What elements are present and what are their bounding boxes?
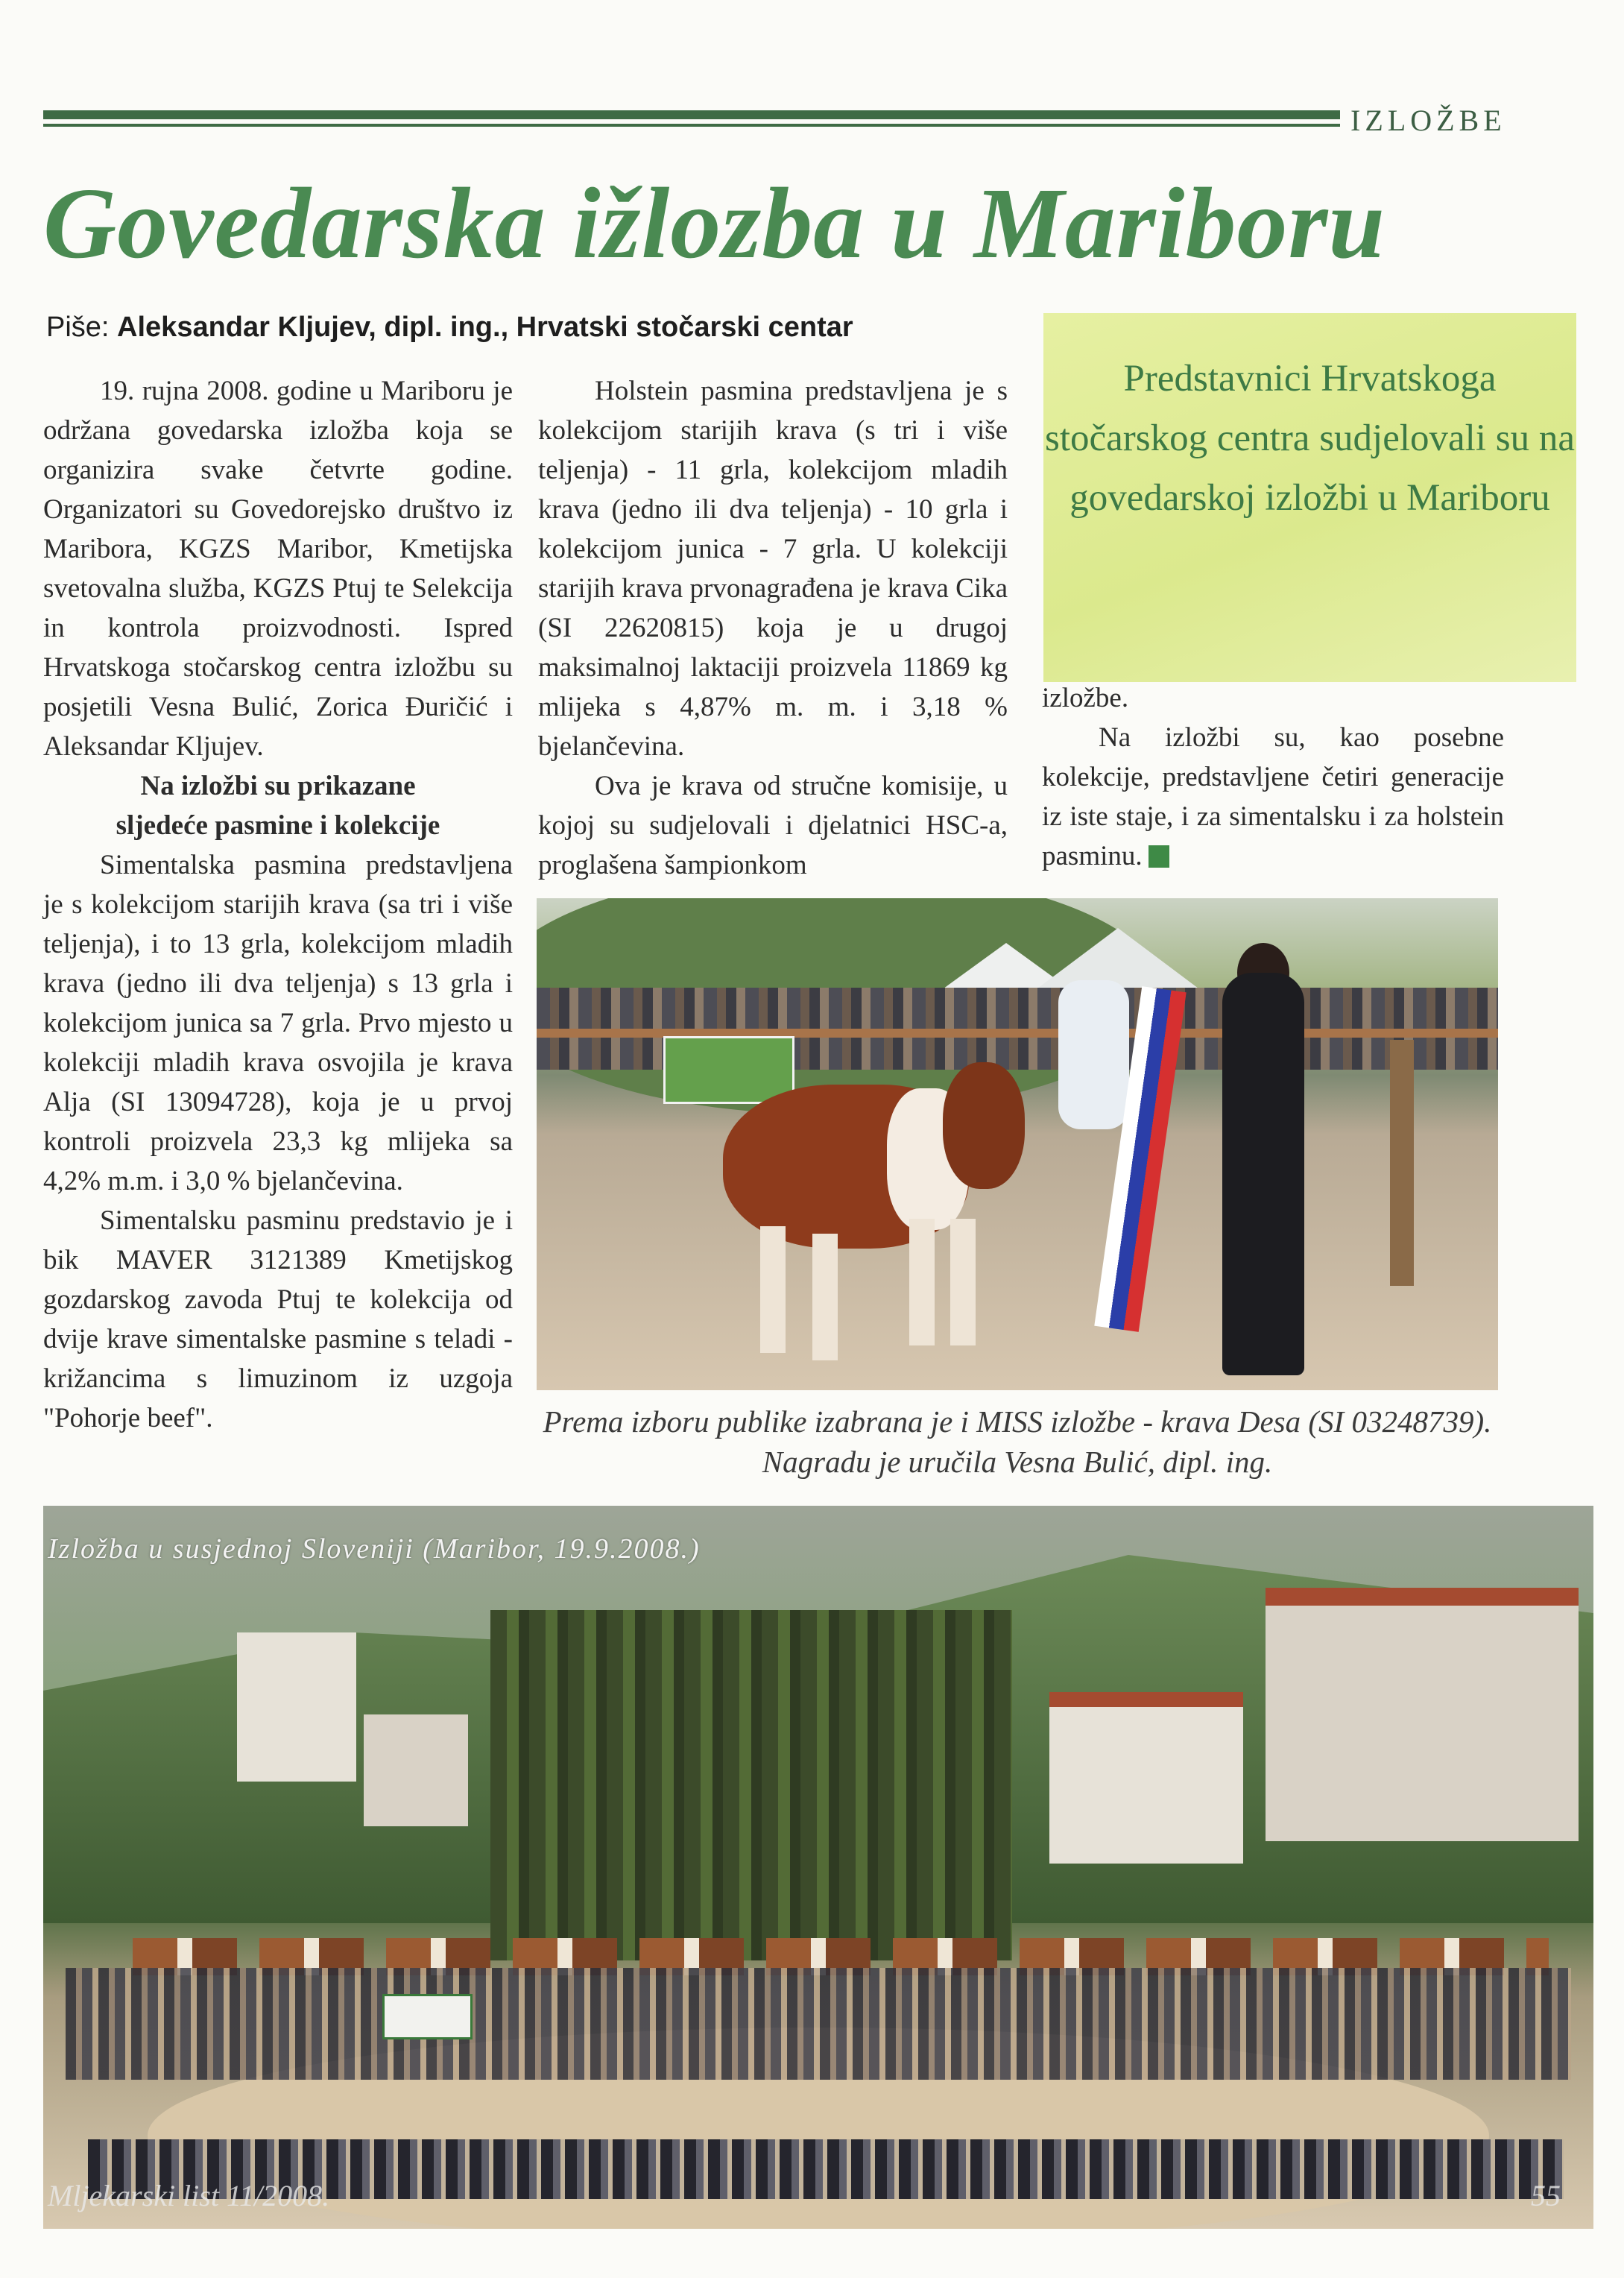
end-of-article-mark — [1149, 845, 1169, 868]
header-rule — [43, 110, 1340, 133]
photo-cow-award — [537, 898, 1498, 1390]
paragraph-holstein: Holstein pasmina predstavljena je s kolekcijom starijih krava (s tri i više teljenja) - 11 grla, kolekcijom mladih krava (jedno ili dva teljenja) - 10 grla i kolekcijom junica - 7 grla. U kolekciji starijih krava prvonagrađena je krava Cika (SI 22620815) koja je u drugoj maksimalnoj laktaciji proizvela 11869 kg mlijeka s 4,87% m. m. i 3,18 % bjelančevina. — [538, 376, 1008, 762]
pull-quote-text: Predstavnici Hrvatskoga stočarskog centra sudjelovali su na govedarskoj izložbi u Mariboru — [1045, 358, 1575, 519]
section-label: IZLOŽBE — [1350, 104, 1506, 137]
article-column-3 — [1042, 678, 1504, 876]
journal-footer: Mljekarski list 11/2008. — [48, 2179, 330, 2212]
subheading-line-1: Na izložbi su prikazane — [140, 771, 416, 801]
paragraph-intro: 19. rujna 2008. godine u Mariboru je održana govedarska izložba koja se organizira svake četvrte godine. Organizatori su Govedorejsko društvo iz Maribora, KGZS Maribor, Kmetijska svetovalna služba, KGZS Ptuj te Selekcija in kontrola proizvodnosti. Ispred Hrvatskoga stočarskog centra izložbu su posjetili Vesna Bulić, Zorica Đuričić i Aleksandar Kljujev. — [43, 376, 513, 762]
paragraph-simental: Simentalska pasmina predstavljena je s kolekcijom starijih krava (sa tri i više teljenja), i to 13 grla, kolekcijom mladih krava (jedno ili dva teljenja) s 13 grla i kolekcijom junica sa 7 grla. Prvo mjesto u kolekciji mladih krava osvojila je krava Alja (SI 13094728), koja je u prvoj kontroli proizvela 23,3 kg mlijeka sa 4,2% m.m. i 3,0 % bjelančevina. — [43, 850, 513, 1196]
photo-caption: Prema izboru publike izabrana je i MISS izložbe - krava Desa (SI 03248739). Nagradu je uručila Vesna Bulić, dipl. ing. — [543, 1404, 1492, 1479]
byline — [46, 312, 853, 344]
pull-quote-box — [1043, 313, 1576, 682]
paragraph-bull: Simentalsku pasminu predstavio je i bik MAVER 3121389 Kmetijskog gozdarskog zavoda Ptuj te kolekcija od dvije krave simentalske pasmine s teladi - križancima s limuzinom iz uzgoja "Pohorje beef". — [43, 1205, 513, 1433]
photo-overlay-caption: Izložba u susjednoj Sloveniji (Maribor, 19.9.2008.) — [48, 1533, 701, 1565]
photo-show-arena — [43, 1506, 1593, 2229]
article-column-2 — [538, 371, 1008, 885]
paragraph-continued: izložbe. — [1042, 683, 1129, 713]
paragraph-generations-text: Na izložbi su, kao posebne kolekcije, predstavljene četiri generacije iz iste staje, i za simentalsku i za holstein pasminu. — [1042, 722, 1504, 871]
page-number: 55 — [1531, 2179, 1561, 2212]
article-column-1 — [43, 371, 513, 1438]
subheading-line-2: sljedeće pasmine i kolekcije — [116, 810, 440, 841]
article-title: Govedarska ižlozba u Mariboru — [43, 168, 1386, 280]
byline-author: Aleksandar Kljujev, dipl. ing., Hrvatski stočarski centar — [117, 312, 853, 343]
paragraph-champion: Ova je krava od stručne komisije, u kojoj su sudjelovali i djelatnici HSC-a, proglašena šampionkom — [538, 771, 1008, 880]
byline-label: Piše: — [46, 312, 118, 343]
paragraph-generations — [1042, 718, 1504, 876]
